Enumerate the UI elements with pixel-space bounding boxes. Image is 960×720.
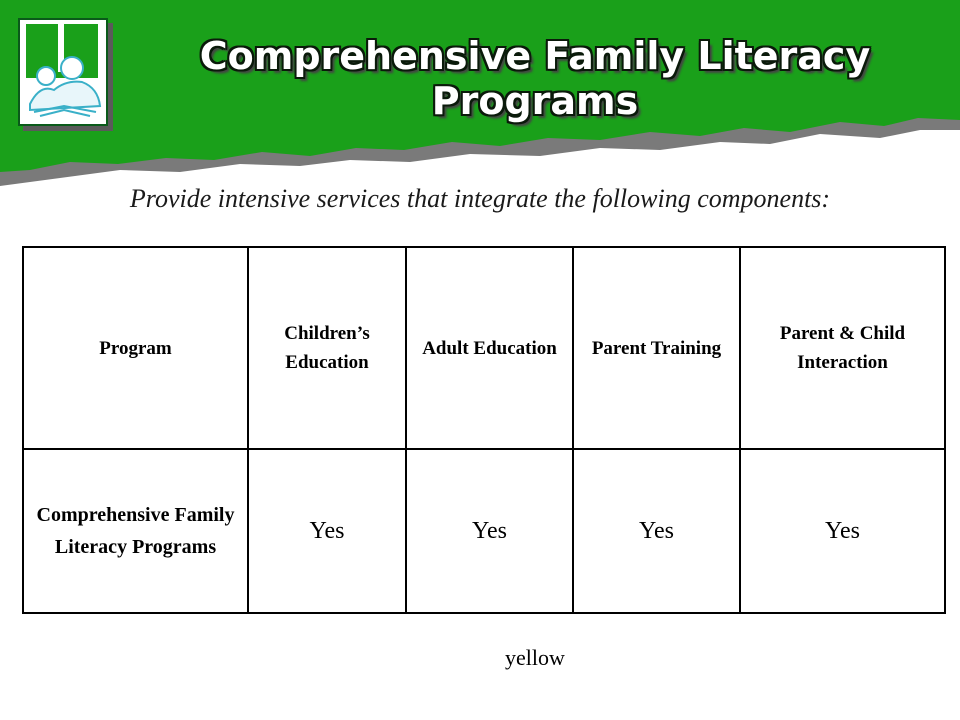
- cell-childrens-education: Yes: [248, 449, 406, 613]
- cell-parent-child-interaction: Yes: [740, 449, 945, 613]
- components-table: [22, 246, 946, 614]
- header-adult-education: Adult Education: [406, 247, 573, 449]
- header-program: Program: [23, 247, 248, 449]
- title-line-2: Programs: [431, 79, 639, 123]
- cell-program-name: Comprehensive Family Literacy Programs: [23, 449, 248, 613]
- table-header-row: [23, 247, 945, 449]
- footer-note: yellow: [505, 645, 565, 670]
- page-title: [120, 34, 950, 124]
- subtitle: Provide intensive services that integrate the following components:: [129, 184, 831, 213]
- logo: [18, 18, 108, 126]
- header-parent-child-interaction: Parent & Child Interaction: [740, 247, 945, 449]
- cell-adult-education: Yes: [406, 449, 573, 613]
- cell-parent-training: Yes: [573, 449, 740, 613]
- table-row: [23, 449, 945, 613]
- header-childrens-education: Children’s Education: [248, 247, 406, 449]
- title-line-1: Comprehensive Family Literacy: [199, 34, 871, 78]
- header-parent-training: Parent Training: [573, 247, 740, 449]
- family-reading-logo-icon: [20, 20, 106, 124]
